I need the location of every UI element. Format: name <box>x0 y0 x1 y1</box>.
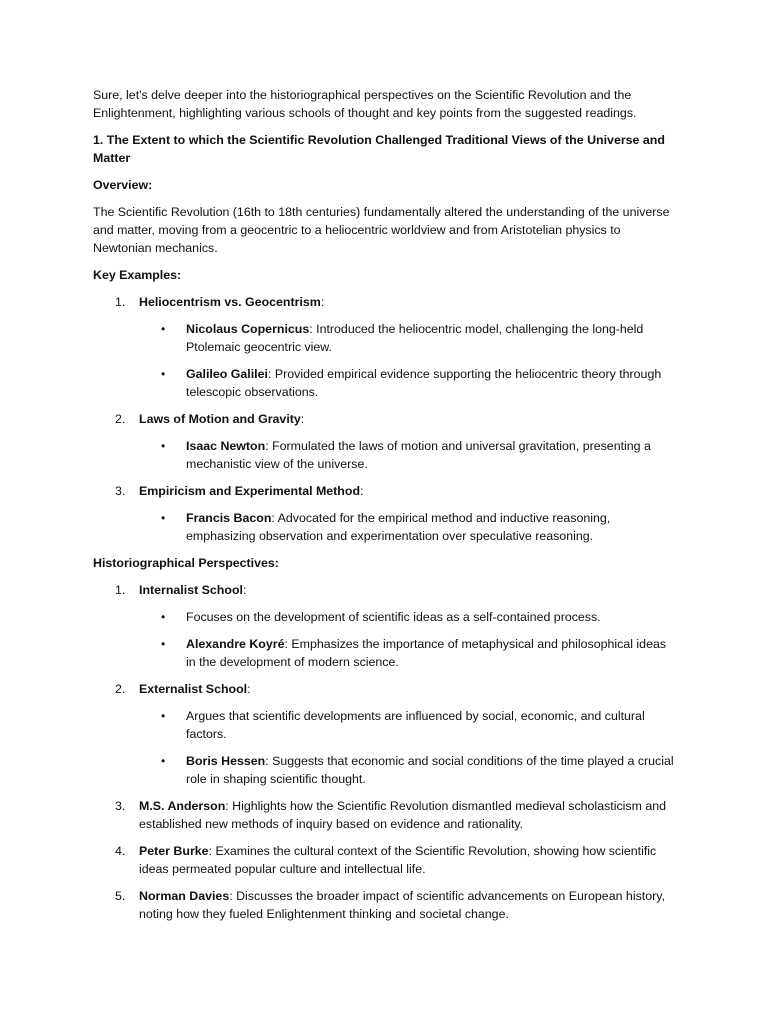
bullet-text: : Provided empirical evidence supporting the heliocentric theory through telescopic observations. <box>186 367 662 399</box>
section-heading: 1. The Extent to which the Scientific Revolution Challenged Traditional Views of the Universe and Matter <box>93 133 665 165</box>
item-number: 4. <box>115 844 126 858</box>
numbered-item <box>93 482 678 500</box>
bullet-item <box>93 365 678 401</box>
bullet-item <box>93 608 678 626</box>
item-number: 1. <box>115 295 126 309</box>
bullet-text: Argues that scientific developments are influenced by social, economic, and cultural factors. <box>186 709 645 741</box>
bullet-text: Focuses on the development of scientific ideas as a self-contained process. <box>186 610 601 624</box>
bullet-item <box>93 635 678 671</box>
overview-label: Overview: <box>93 178 153 192</box>
item-title: Peter Burke <box>139 844 209 858</box>
bullet-name: Galileo Galilei <box>186 367 268 381</box>
numbered-item <box>93 680 678 698</box>
bullet-text: : Formulated the laws of motion and universal gravitation, presenting a mechanistic view of the universe. <box>186 439 651 471</box>
bullet-text: : Introduced the heliocentric model, challenging the long-held Ptolemaic geocentric view. <box>186 322 644 354</box>
item-number: 2. <box>115 412 126 426</box>
bullet-icon: • <box>161 709 166 723</box>
item-text: : <box>242 583 247 597</box>
numbered-item <box>93 887 678 923</box>
item-title: Norman Davies <box>139 889 230 903</box>
key-examples-label: Key Examples: <box>93 268 182 282</box>
bullet-text: : Emphasizes the importance of metaphysical and philosophical ideas in the development of modern science. <box>186 637 667 669</box>
document-page <box>93 86 678 932</box>
item-text: : Discusses the broader impact of scientific advancements on European history, noting how they fueled Enlightenment thinking and societal change. <box>139 889 665 921</box>
item-title: Heliocentrism vs. Geocentrism <box>139 295 321 309</box>
item-number: 1. <box>115 583 126 597</box>
bullet-name: Boris Hessen <box>186 754 266 768</box>
item-title: Laws of Motion and Gravity <box>139 412 301 426</box>
bullet-item <box>93 707 678 743</box>
numbered-item <box>93 581 678 599</box>
bullet-name: Isaac Newton <box>186 439 266 453</box>
bullet-icon: • <box>161 754 166 768</box>
item-number: 2. <box>115 682 126 696</box>
item-number: 5. <box>115 889 126 903</box>
bullet-name: Nicolaus Copernicus <box>186 322 310 336</box>
numbered-item <box>93 842 678 878</box>
bullet-icon: • <box>161 439 166 453</box>
bullet-icon: • <box>161 610 166 624</box>
bullet-name: Francis Bacon <box>186 511 272 525</box>
item-text: : Highlights how the Scientific Revolution dismantled medieval scholasticism and established new methods of inquiry based on evidence and rationality. <box>139 799 667 831</box>
intro-paragraph: Sure, let's delve deeper into the historiographical perspectives on the Scientific Revolution and the Enlightenment, highlighting various schools of thought and key points from the suggested readings. <box>93 88 637 120</box>
bullet-item <box>93 320 678 356</box>
numbered-item <box>93 410 678 428</box>
item-number: 3. <box>115 484 126 498</box>
item-number: 3. <box>115 799 126 813</box>
item-title: Externalist School <box>139 682 248 696</box>
bullet-item <box>93 437 678 473</box>
bullet-item <box>93 509 678 545</box>
bullet-icon: • <box>161 322 166 336</box>
bullet-item <box>93 752 678 788</box>
bullet-text: : Advocated for the empirical method and inductive reasoning, emphasizing observation and experimentation over speculative reasoning. <box>186 511 611 543</box>
bullet-icon: • <box>161 511 166 525</box>
numbered-item <box>93 797 678 833</box>
bullet-text: : Suggests that economic and social conditions of the time played a crucial role in shaping scientific thought. <box>186 754 674 786</box>
item-title: Internalist School <box>139 583 243 597</box>
item-text: : <box>320 295 325 309</box>
bullet-name: Alexandre Koyré <box>186 637 285 651</box>
historiographical-label: Historiographical Perspectives: <box>93 556 279 570</box>
item-title: M.S. Anderson <box>139 799 226 813</box>
item-text: : <box>247 682 251 696</box>
item-text: : Examines the cultural context of the Scientific Revolution, showing how scientific ideas permeated popular culture and intellectual life. <box>139 844 657 876</box>
bullet-icon: • <box>161 367 166 381</box>
overview-paragraph: The Scientific Revolution (16th to 18th centuries) fundamentally altered the understanding of the universe and matter, moving from a geocentric to a heliocentric worldview and from Aristotelian physics to Newtonian mechanics. <box>93 205 670 255</box>
item-text: : <box>360 484 364 498</box>
numbered-item <box>93 293 678 311</box>
item-text: : <box>300 412 305 426</box>
bullet-icon: • <box>161 637 166 651</box>
item-title: Empiricism and Experimental Method <box>139 484 361 498</box>
